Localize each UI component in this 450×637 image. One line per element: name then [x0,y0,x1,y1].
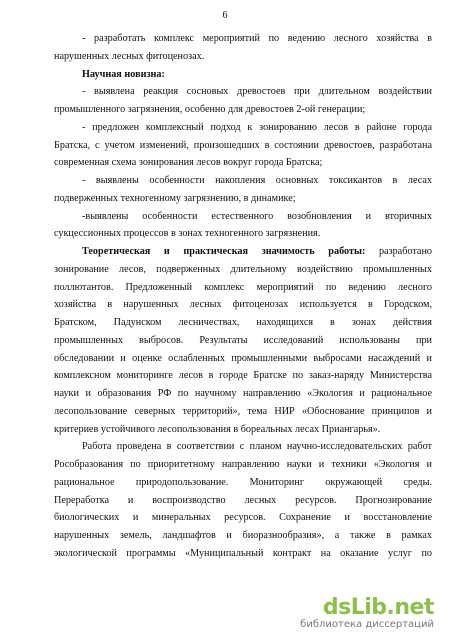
watermark [300,595,434,633]
text-line: -выявлены особенности естественного возобновления и вторичных [82,210,432,222]
text-fragment: разработано [365,246,432,257]
text-line: Братском, Падунском лесничествах, находящихся в зонах действия [54,317,432,328]
text-line: Рособразования по приоритетному направлению науки и техники «Экология и [54,459,432,470]
text-line: обследовании и оценке ослабленных промышленными выбросами насаждений и [54,352,432,364]
text-line: - разработать комплекс мероприятий по ведению лесного хозяйства в [82,33,432,44]
text-line: Работа проведена в соответствии с планом научно-исследовательских работ [82,441,432,453]
text-line: - выявлена реакция сосновых древостоев при длительном воздействии [82,86,432,98]
text-line: нарушенных земель, ландшафтов и биоразнообразия», а также в рамках [54,530,432,541]
section-heading-significance: Теоретическая и практическая значимость работы: [82,246,366,257]
text-line: Переработка и воспроизводство лесных ресурсов. Прогнозирование [54,494,432,506]
watermark-subtitle: библиотека диссертаций [300,619,434,630]
text-line: науки и образования РФ по научному направлению «Экология и рациональное [54,388,432,399]
text-line: нарушенных лесных фитоценозах. [54,50,205,62]
text-line: промышленного загрязнения, особенно для древостоев 2-ой генерации; [54,104,366,115]
text-line: рациональное природопользование. Мониторинг окружающей среды. [54,476,432,488]
text-line: Братска, с учетом изменений, произошедших в состоянии древостоев, разработана [54,139,432,151]
text-line: - выявлены особенности накопления основных токсикантов в лесах [82,175,432,186]
text-line: критериев устойчивого лесопользования в бореальных лесах Приангарья». [54,423,381,435]
watermark-logo: dsLib.net [322,595,434,620]
text-line: зонирование лесов, подверженных длительному воздействию промышленных [54,263,432,275]
text-line: современная схема зонирования лесов вокруг города Братска; [54,157,323,169]
text-line: экологической программы «Муниципальный контракт на оказание услуг по [54,547,432,559]
text-line: сукцессионных процессов в зонах техногенного загрязнения. [54,228,321,240]
page-number: 6 [222,10,228,21]
text-line: хозяйства в нарушенных лесных фитоценозах используется в Городском, [54,299,432,311]
section-heading-novelty: Научная новизна: [82,68,165,80]
text-line: - предложен комплексный подход к зонированию лесов в районе города [82,121,432,133]
body-text [54,30,432,563]
text-line-significance [54,243,432,261]
text-line: биологических и минеральных ресурсов. Сохранение и восстановление [54,512,432,524]
text-line: поллютантов. Предложенный комплекс мероприятий по ведению лесного [54,281,432,293]
text-line: комплексном мониторинге лесов в городе Братске по заказ-наряду Министерства [54,370,432,382]
text-line: лесопользование северных территорий», тема НИР «Обоснование принципов и [54,405,432,417]
text-line: промышленных выбросов. Результаты исследований использованы при [54,334,432,346]
text-line: подверженных техногенному загрязнению, в динамике; [54,192,296,204]
